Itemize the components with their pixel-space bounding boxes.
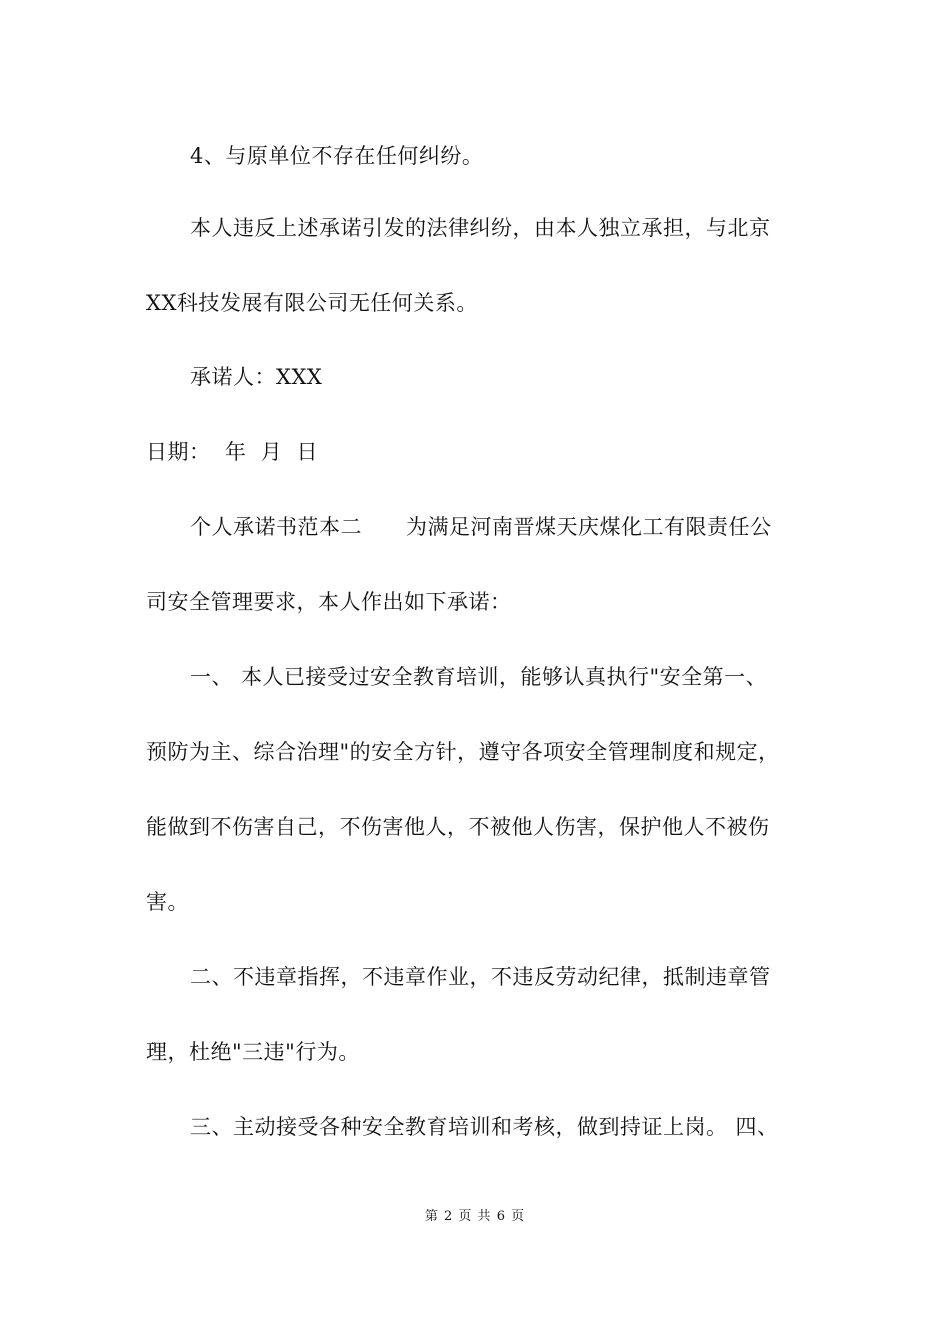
paragraph-line-7: 司安全管理要求，本人作出如下承诺： [146, 590, 512, 614]
page-number-footer: 第 2 页 共 6 页 [424, 1209, 526, 1224]
date-line: 日期： 年 月 日 [146, 440, 319, 464]
item-four-number: 四、 [735, 1115, 779, 1139]
item-three-text: 三、主动接受各种安全教育培训和考核，做到持证上岗。 [190, 1115, 728, 1139]
paragraph-line-1: 4、与原单位不存在任何纠纷。 [190, 144, 484, 168]
paragraph-line-11: 害。 [146, 890, 189, 914]
item-one-number: 一、 [190, 665, 233, 689]
paragraph-line-10: 能做到不伤害自己，不伤害他人，不被他人伤害，保护他人不被伤 [146, 815, 770, 839]
paragraph-line-2: 本人违反上述承诺引发的法律纠纷，由本人独立承担，与北京 [190, 216, 771, 240]
section-intro-start: 为满足河南晋煤天庆煤化工有限责任公 [406, 515, 772, 539]
item-one-line [190, 662, 767, 692]
item-one-text: 本人已接受过安全教育培训，能够认真执行"安全第一、 [241, 665, 768, 689]
paragraph-line-3: XX科技发展有限公司无任何关系。 [146, 291, 478, 315]
item-two-line: 二、不违章指挥，不违章作业，不违反劳动纪律，抵制违章管 [190, 965, 771, 989]
paragraph-line-13: 理，杜绝"三违"行为。 [146, 1040, 360, 1064]
paragraph-line-9: 预防为主、综合治理"的安全方针，遵守各项安全管理制度和规定， [146, 740, 780, 764]
item-three-line [190, 1112, 779, 1142]
section-heading-line [190, 512, 772, 542]
signatory-line: 承诺人：XXX [190, 365, 323, 389]
section-title: 个人承诺书范本二 [190, 515, 362, 539]
